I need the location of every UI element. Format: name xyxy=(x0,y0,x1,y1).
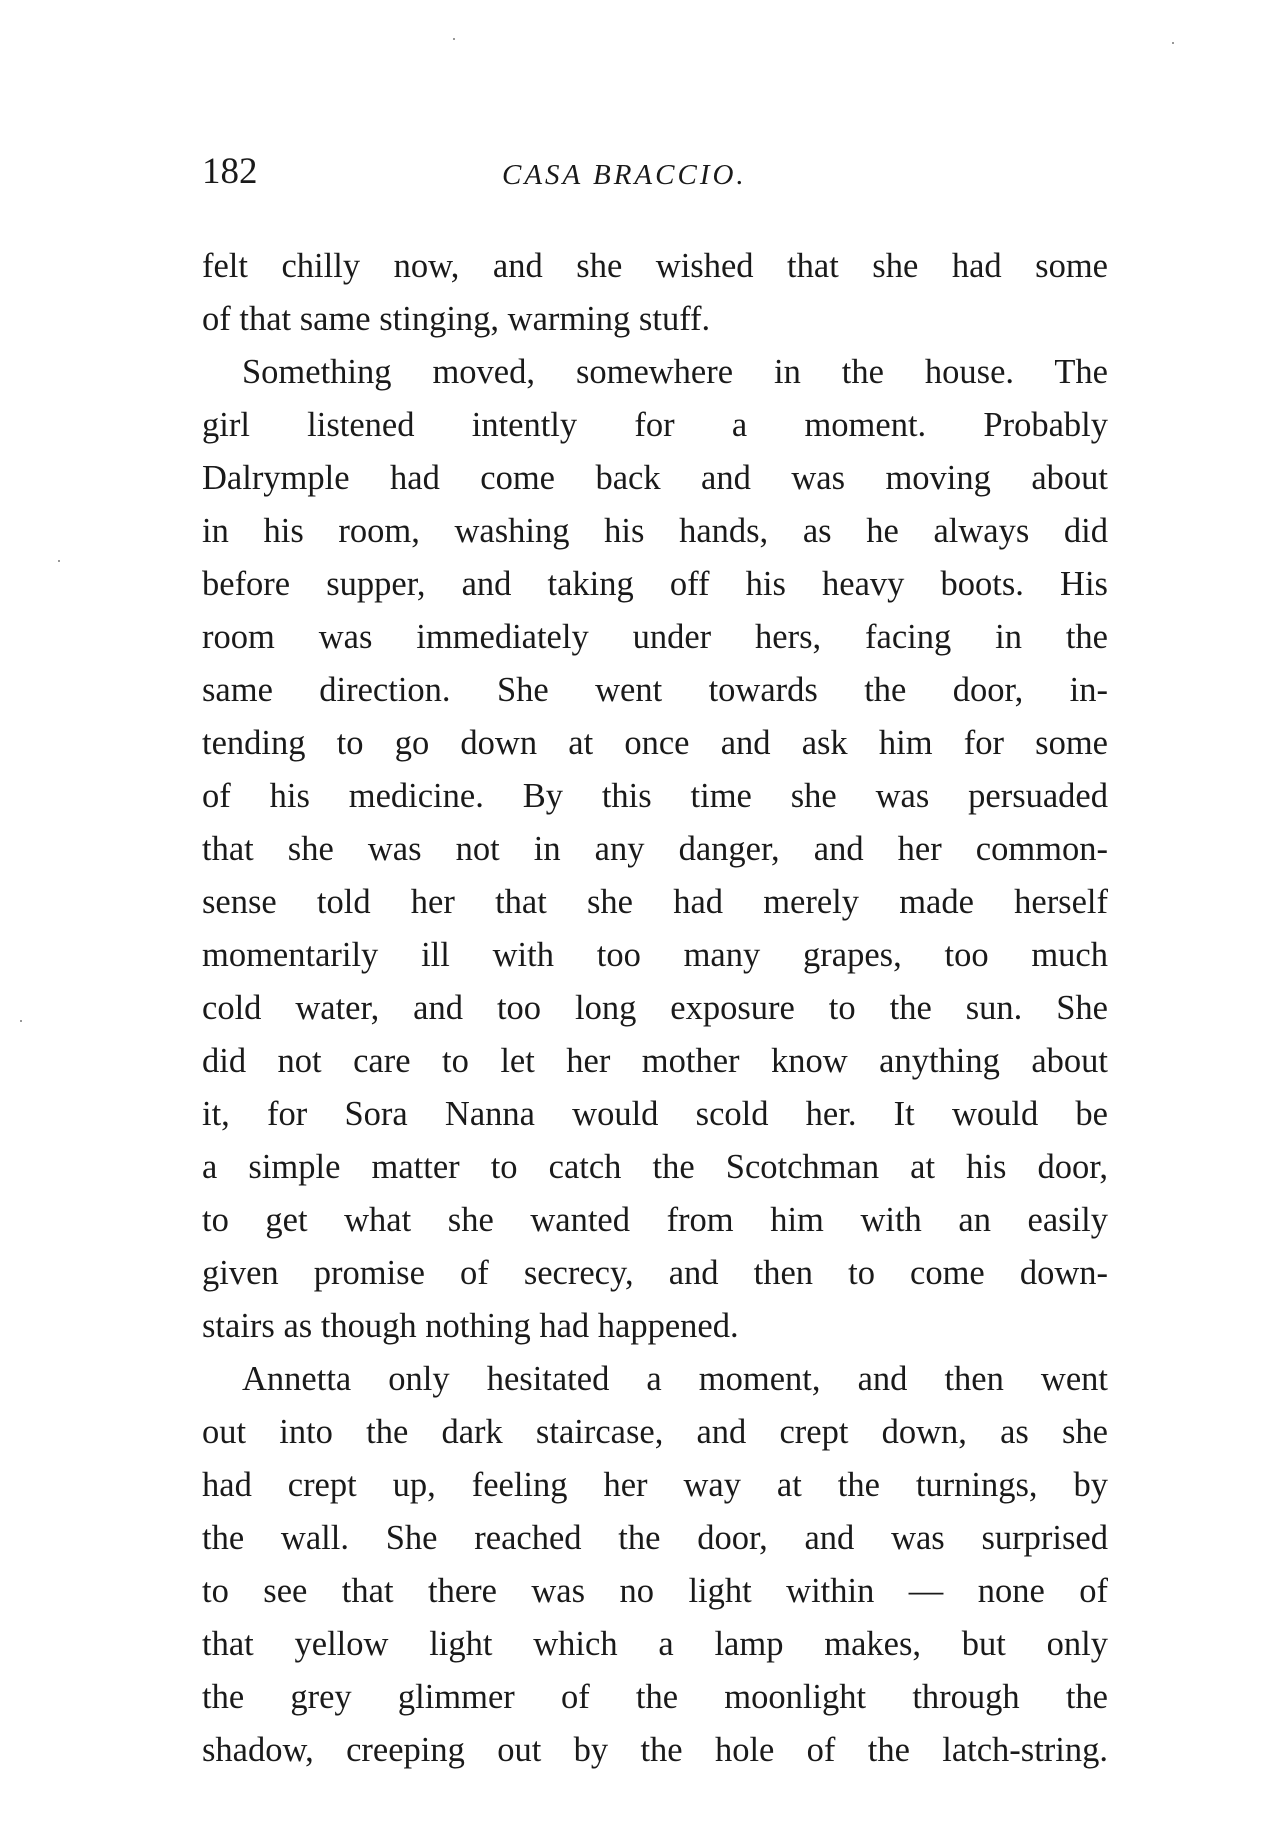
text-line: it, for Sora Nanna would scold her. It would be xyxy=(202,1095,1108,1133)
paragraph xyxy=(202,1353,1108,1777)
text-line: to see that there was no light within — none of xyxy=(202,1572,1108,1610)
text-line: girl listened intently for a moment. Probably xyxy=(202,406,1108,444)
text-line: that yellow light which a lamp makes, but only xyxy=(202,1625,1108,1663)
text-line: Dalrymple had come back and was moving about xyxy=(202,459,1108,497)
text-line: given promise of secrecy, and then to come down- xyxy=(202,1254,1108,1292)
text-line: momentarily ill with too many grapes, too much xyxy=(202,936,1108,974)
text-line: did not care to let her mother know anything about xyxy=(202,1042,1108,1080)
scan-speck xyxy=(1172,42,1174,44)
text-line: of his medicine. By this time she was persuaded xyxy=(202,777,1108,815)
scan-speck xyxy=(58,560,60,562)
text-line: a simple matter to catch the Scotchman at his door, xyxy=(202,1148,1108,1186)
text-line: out into the dark staircase, and crept down, as she xyxy=(202,1413,1108,1451)
scan-speck xyxy=(20,1020,22,1022)
text-line: sense told her that she had merely made herself xyxy=(202,883,1108,921)
text-line: tending to go down at once and ask him for some xyxy=(202,724,1108,762)
text-line: stairs as though nothing had happened. xyxy=(202,1307,739,1345)
paragraph xyxy=(202,240,1108,346)
text-line: in his room, washing his hands, as he always did xyxy=(202,512,1108,550)
text-line: before supper, and taking off his heavy boots. His xyxy=(202,565,1108,603)
running-title: CASA BRACCIO. xyxy=(502,159,747,191)
text-line: of that same stinging, warming stuff. xyxy=(202,300,711,338)
text-line: room was immediately under hers, facing in the xyxy=(202,618,1108,656)
text-line: that she was not in any danger, and her common- xyxy=(202,830,1108,868)
text-line: felt chilly now, and she wished that she had some xyxy=(202,247,1108,285)
paragraph xyxy=(202,346,1108,1353)
page-number: 182 xyxy=(202,151,258,192)
text-line: the wall. She reached the door, and was surprised xyxy=(202,1519,1108,1557)
page-header xyxy=(202,150,1108,194)
text-line: cold water, and too long exposure to the sun. She xyxy=(202,989,1108,1027)
text-line: shadow, creeping out by the hole of the latch-string. xyxy=(202,1731,1108,1769)
text-line: Annetta only hesitated a moment, and then went xyxy=(242,1360,1108,1398)
text-line: to get what she wanted from him with an easily xyxy=(202,1201,1108,1239)
body-text xyxy=(202,240,1108,1777)
scan-speck xyxy=(453,38,455,40)
text-line: Something moved, somewhere in the house. The xyxy=(242,353,1108,391)
text-line: the grey glimmer of the moonlight through the xyxy=(202,1678,1108,1716)
text-line: same direction. She went towards the door, in- xyxy=(202,671,1108,709)
text-line: had crept up, feeling her way at the turnings, by xyxy=(202,1466,1108,1504)
